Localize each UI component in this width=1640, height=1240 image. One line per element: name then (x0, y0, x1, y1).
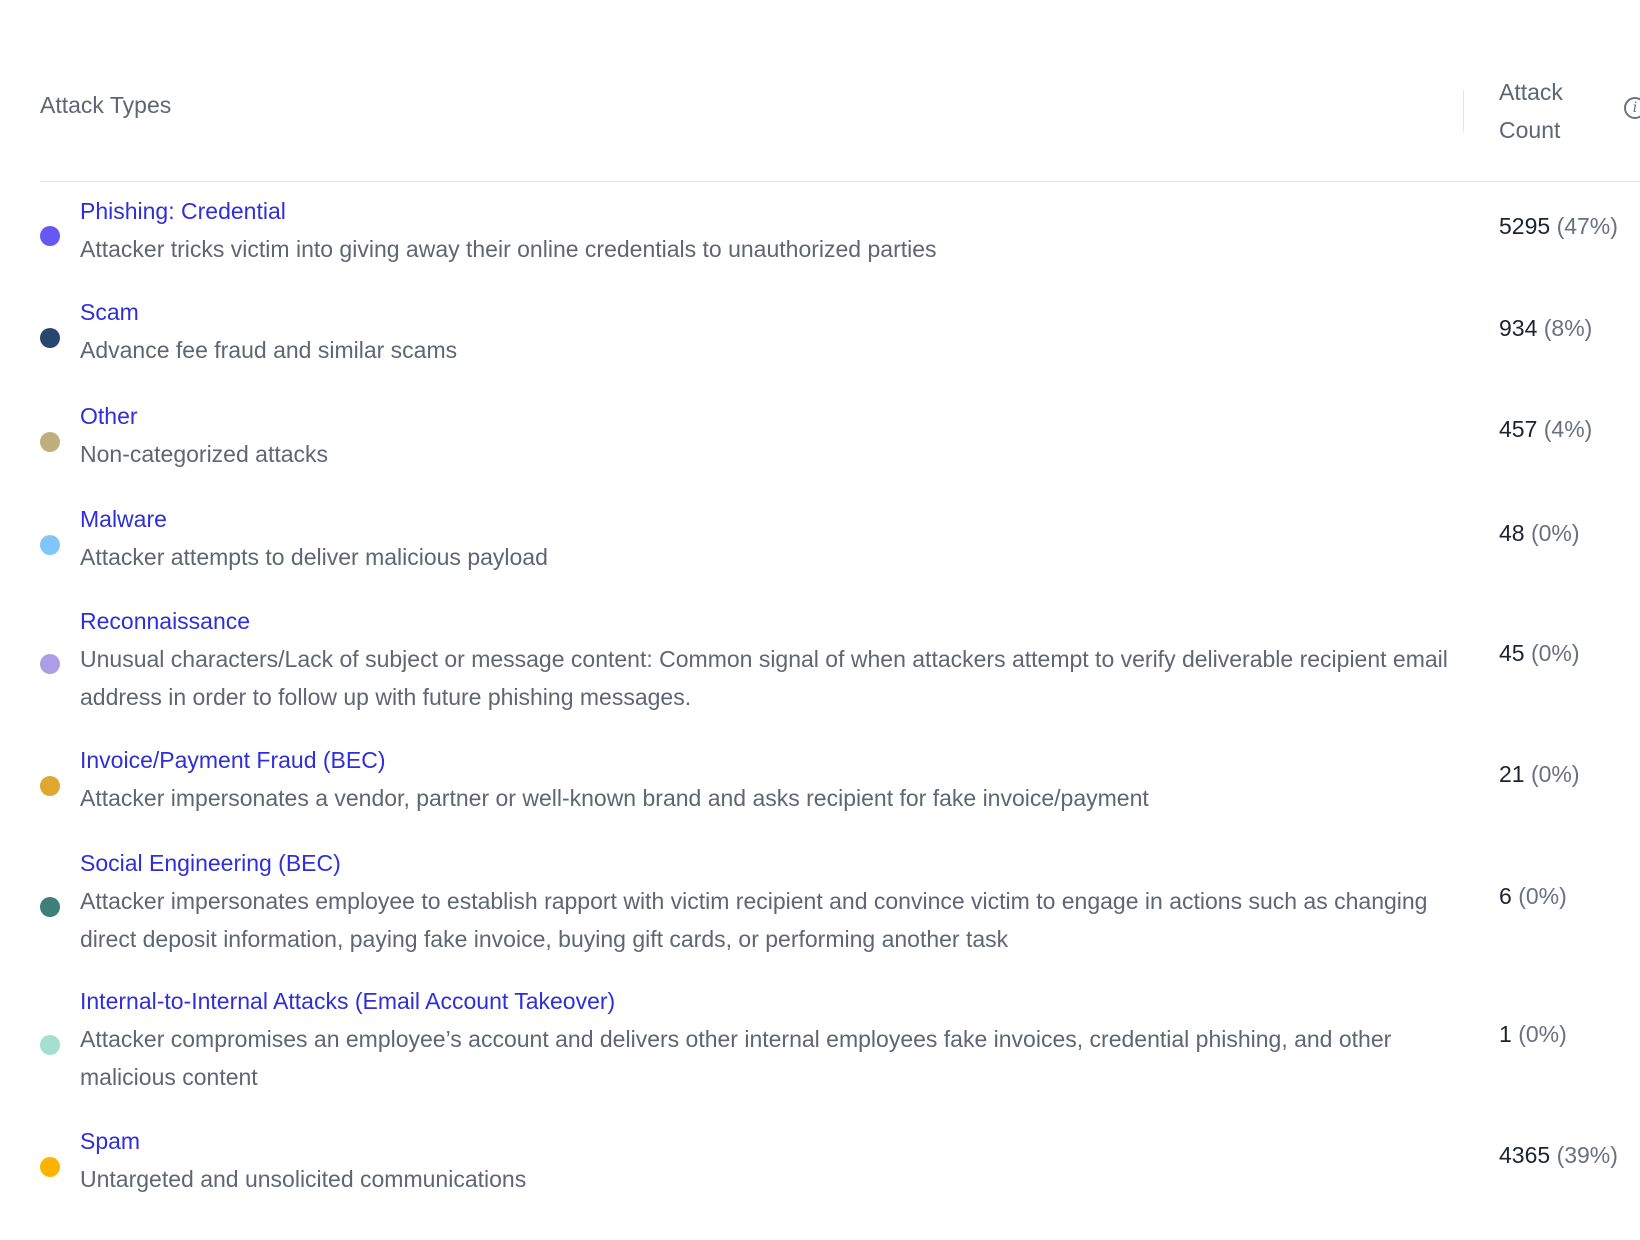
attack-count-value: 934 (1499, 315, 1538, 341)
attack-type-link[interactable]: Scam (80, 299, 139, 325)
attack-type-info (80, 844, 1450, 958)
column-header-attack-count[interactable] (1499, 73, 1619, 149)
attack-count-percent: (0%) (1518, 1021, 1567, 1047)
attack-count-cell (1499, 309, 1592, 347)
attack-type-description: Non-categorized attacks (80, 441, 329, 467)
category-color-dot (40, 226, 60, 246)
attack-count-cell (1499, 410, 1592, 448)
attack-type-link[interactable]: Reconnaissance (80, 608, 251, 634)
info-icon[interactable]: i (1624, 97, 1640, 119)
category-color-dot (40, 1157, 60, 1177)
attack-type-info (80, 982, 1450, 1096)
attack-count-cell (1499, 1136, 1618, 1174)
attack-type-description: Unusual characters/Lack of subject or message content: Common signal of when attackers attempt to verify deliverable recipient email address in order to follow up with future phishing messages. (80, 646, 1448, 710)
attack-type-description: Attacker compromises an employee’s account and delivers other internal employees fake invoices, credential phishing, and other malicious content (80, 1026, 1392, 1090)
attack-type-info (80, 500, 1450, 576)
attack-type-description: Attacker impersonates employee to establish rapport with victim recipient and convince victim to engage in actions such as changing direct deposit information, paying fake invoice, buying gift cards, or performing another task (80, 888, 1428, 952)
attack-type-info (80, 741, 1450, 817)
attack-count-value: 48 (1499, 520, 1525, 546)
attack-type-info (80, 1122, 1450, 1198)
attack-count-value: 45 (1499, 640, 1525, 666)
attack-type-description: Attacker attempts to deliver malicious payload (80, 544, 548, 570)
attack-count-label-line2: Count (1499, 117, 1561, 143)
attack-count-percent: (0%) (1530, 520, 1580, 546)
attack-count-cell (1499, 207, 1618, 245)
attack-count-cell (1499, 514, 1580, 552)
attack-count-percent: (47%) (1556, 213, 1618, 239)
category-color-dot (40, 654, 60, 674)
attack-count-cell (1499, 877, 1567, 915)
attack-count-percent: (8%) (1543, 315, 1593, 341)
attack-type-link[interactable]: Other (80, 403, 138, 429)
attack-count-cell (1499, 1015, 1567, 1053)
attack-count-percent: (4%) (1543, 416, 1593, 442)
attack-type-link[interactable]: Internal-to-Internal Attacks (Email Account Takeover) (80, 988, 616, 1014)
attack-type-info (80, 192, 1450, 268)
attack-count-label-line1: Attack (1499, 79, 1563, 105)
attack-count-value: 6 (1499, 883, 1512, 909)
attack-count-cell (1499, 755, 1580, 793)
column-divider (1463, 90, 1464, 132)
attack-type-info (80, 293, 1450, 369)
category-color-dot (40, 776, 60, 796)
attack-type-info (80, 602, 1450, 716)
attack-count-value: 5295 (1499, 213, 1551, 239)
category-color-dot (40, 535, 60, 555)
attack-type-link[interactable]: Social Engineering (BEC) (80, 850, 341, 876)
attack-count-value: 1 (1499, 1021, 1512, 1047)
category-color-dot (40, 897, 60, 917)
attack-type-link[interactable]: Spam (80, 1128, 141, 1154)
attack-count-value: 4365 (1499, 1142, 1551, 1168)
attack-count-percent: (39%) (1556, 1142, 1618, 1168)
attack-count-percent: (0%) (1530, 761, 1580, 787)
category-color-dot (40, 328, 60, 348)
attack-types-table (40, 0, 1640, 1192)
table-header (40, 0, 1640, 182)
attack-count-value: 457 (1499, 416, 1538, 442)
attack-type-description: Advance fee fraud and similar scams (80, 337, 458, 363)
attack-type-link[interactable]: Malware (80, 506, 167, 532)
category-color-dot (40, 1035, 60, 1055)
attack-count-percent: (0%) (1518, 883, 1567, 909)
column-header-attack-types[interactable]: Attack Types (40, 92, 172, 118)
attack-type-description: Attacker tricks victim into giving away their online credentials to unauthorized parties (80, 236, 937, 262)
attack-count-value: 21 (1499, 761, 1525, 787)
category-color-dot (40, 432, 60, 452)
attack-count-percent: (0%) (1530, 640, 1580, 666)
attack-type-description: Attacker impersonates a vendor, partner or well-known brand and asks recipient for fake invoice/payment (80, 785, 1149, 811)
attack-type-info (80, 397, 1450, 473)
attack-count-cell (1499, 634, 1580, 672)
attack-type-link[interactable]: Invoice/Payment Fraud (BEC) (80, 747, 386, 773)
attack-type-link[interactable]: Phishing: Credential (80, 198, 286, 224)
attack-type-description: Untargeted and unsolicited communications (80, 1166, 527, 1192)
